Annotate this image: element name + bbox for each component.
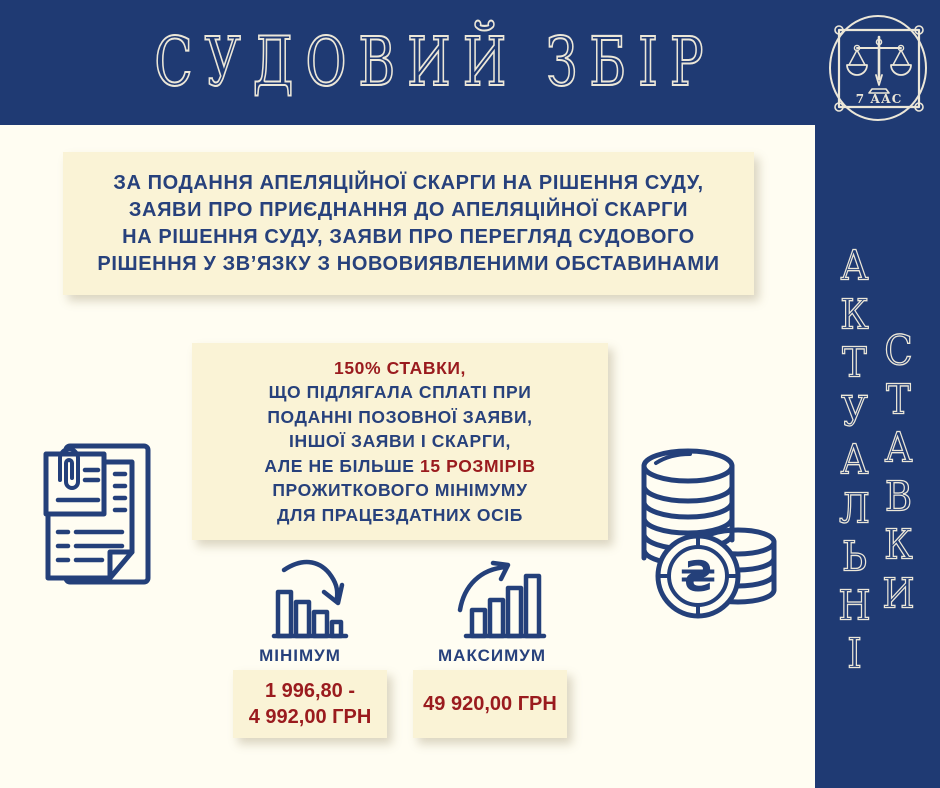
minimum-value-line2: 4 992,00 ГРН: [248, 706, 372, 728]
minimum-value-line1: 1 996,80 -: [264, 680, 356, 702]
vertical-word-aktualni: А К Т У А Л Ь Н І: [838, 241, 871, 678]
scales-of-justice-icon: [826, 13, 930, 123]
intro-line: НА РІШЕННЯ СУДУ, ЗАЯВИ ПРО ПЕРЕГЛЯД СУДОВОГО: [122, 225, 695, 248]
intro-line: ЗА ПОДАННЯ АПЕЛЯЦІЙНОЇ СКАРГИ НА РІШЕННЯ СУДУ,: [113, 171, 704, 194]
hryvnia-coins-icon: [628, 440, 780, 624]
rate-line: ПРОЖИТКОВОГО МІНІМУМУ: [272, 480, 528, 501]
rate-line-mixed: [192, 454, 608, 479]
minimum-value-box: [233, 670, 387, 738]
page-title: СУДОВИЙ ЗБІР: [154, 22, 716, 102]
declining-bars-arrow-icon: [252, 556, 352, 644]
hryvnia-symbol: ₴: [679, 552, 717, 601]
documents-icon: [36, 436, 164, 604]
rate-line: ПОДАННІ ПОЗОВНОЇ ЗАЯВИ,: [267, 406, 533, 427]
intro-line: РІШЕННЯ У ЗВ’ЯЗКУ З НОВОВИЯВЛЕНИМИ ОБСТАВИНАМИ: [97, 252, 720, 275]
rate-line-normal: АЛЕ НЕ БІЛЬШЕ: [264, 455, 421, 476]
rate-line: ІНШОЇ ЗАЯВИ І СКАРГИ,: [289, 431, 511, 452]
vertical-word-stavky: С Т А В К И: [882, 326, 915, 617]
court-logo-label: 7 ААС: [855, 92, 903, 106]
rate-description-box: [192, 343, 608, 540]
minimum-label: МІНІМУМ: [259, 646, 341, 665]
maximum-value: 49 920,00 ГРН: [423, 693, 557, 715]
rate-line: ДЛЯ ПРАЦЕЗДАТНИХ ОСІБ: [277, 504, 523, 525]
rising-bars-arrow-icon: [448, 552, 548, 644]
rate-line-highlight: 15 РОЗМІРІВ: [420, 455, 536, 476]
maximum-label: МАКСИМУМ: [438, 646, 546, 665]
court-logo: [826, 13, 930, 123]
rate-highlight: 150% СТАВКИ,: [333, 357, 466, 378]
header-banner: [0, 0, 940, 125]
intro-text-box: [63, 152, 754, 295]
intro-line: ЗАЯВИ ПРО ПРИЄДНАННЯ ДО АПЕЛЯЦІЙНОЇ СКАРГИ: [128, 198, 689, 221]
rate-line: ЩО ПІДЛЯГАЛА СПЛАТІ ПРИ: [268, 382, 532, 403]
maximum-value-box: [413, 670, 567, 738]
